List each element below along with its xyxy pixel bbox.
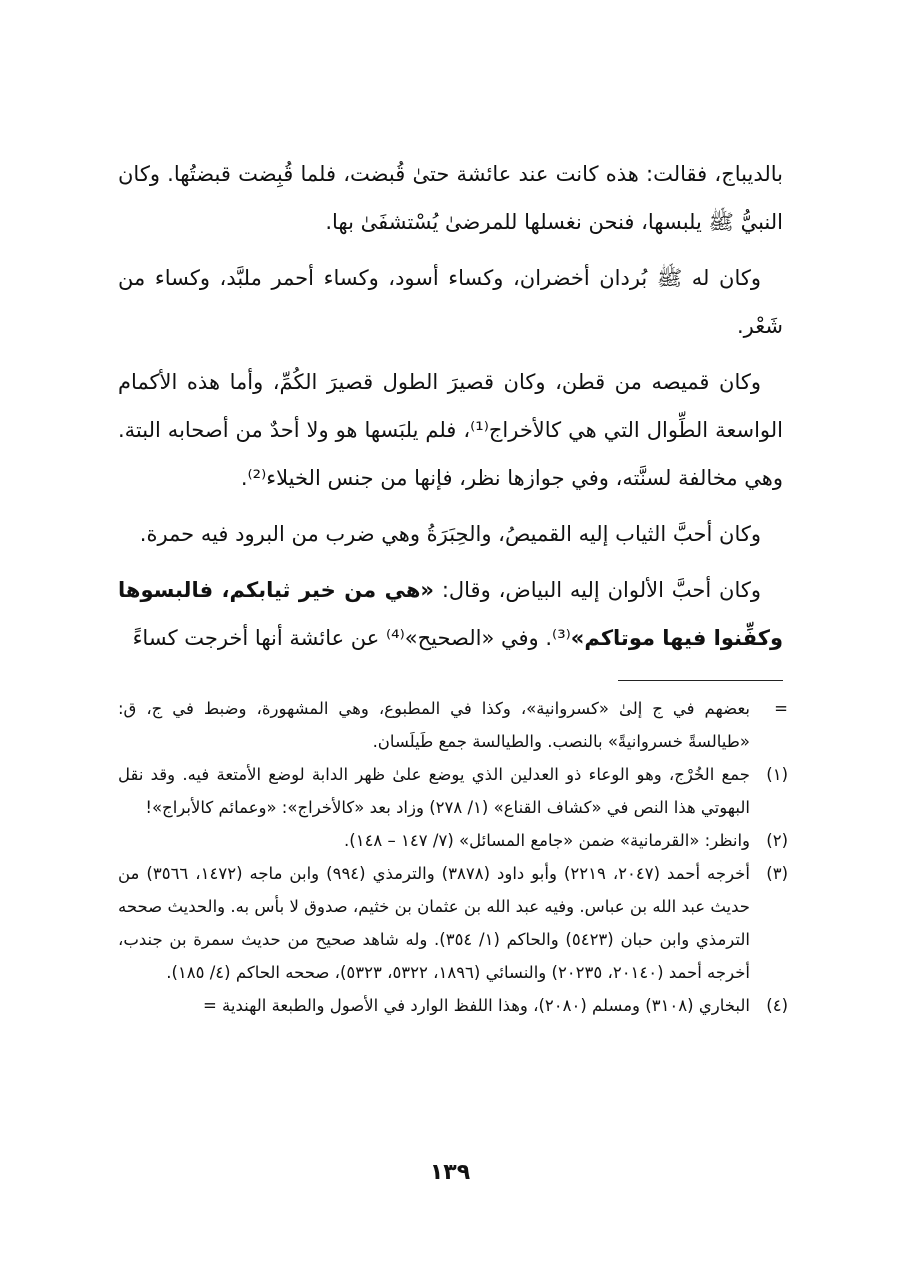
footnote-marker: (٢) <box>766 831 788 850</box>
paragraph-4: وكان أحبَّ الثياب إليه القميصُ، والحِبَرَةُ وهي ضرب من البرود فيه حمرة. <box>139 522 761 546</box>
footnote-continuation <box>118 692 788 758</box>
paragraph-3: وكان قميصه من قطن، وكان قصيرَ الطول قصيرَ الكُمِّ، وأما هذه الأكمام الواسعة الطِّوال التي هي كالأخراج⁽¹⁾، فلم يلبَسها هو ولا أحدٌ من أصحابه البتة. وهي مخالفة لسنَّته، وفي جوازها نظر، فإنها من جنس الخيلاء⁽²⁾. <box>118 370 783 490</box>
page-number: ١٣٩ <box>429 1160 471 1185</box>
footnote-marker: (٤) <box>766 996 788 1015</box>
paragraph-2: وكان له ﷺ بُردان أخضران، وكساء أسود، وكساء أحمر ملبَّد، وكساء من شَعْر. <box>118 266 783 338</box>
footnote-4 <box>118 989 788 1022</box>
footnotes <box>118 692 788 1022</box>
footnote-text: أخرجه أحمد (٢٠٤٧، ٢٢١٩) وأبو داود (٣٨٧٨) والترمذي (٩٩٤) وابن ماجه (١٤٧٢، ٣٥٦٦) من حديث عبد الله بن عباس. وفيه عبد الله بن عثمان بن خثيم، صدوق لا بأس به. والحديث صححه الترمذي وابن حبان (٥٤٢٣) والحاكم (١/ ٣٥٤). وله شاهد صحيح من حديث سمرة بن جندب، أخرجه أحمد (٢٠١٤٠، ٢٠٢٣٥) والنسائي (١٨٩٦، ٥٣٢٢، ٥٣٢٣)، صححه الحاكم (٤/ ١٨٥). <box>118 864 750 982</box>
footnote-3 <box>118 857 788 989</box>
paragraph-5-intro: وكان أحبَّ الألوان إليه البياض، وقال: <box>433 578 762 602</box>
paragraph-5 <box>118 566 783 662</box>
paragraph-1: بالديباج، فقالت: هذه كانت عند عائشة حتىٰ قُبضت، فلما قُبِضت قبضتُها. وكان النبيُّ ﷺ يلبسها، فنحن نغسلها للمرضىٰ يُسْتشفَىٰ بها. <box>118 162 783 234</box>
hadith-quote: «هي من خير ثيابكم، فالبسوها وكفِّنوا فيها موتاكم» <box>118 578 783 650</box>
footnote-marker: (٣) <box>766 864 788 883</box>
footnote-1 <box>118 758 788 824</box>
footnote-text: وانظر: «القرمانية» ضمن «جامع المسائل» (٧/ ١٤٧ – ١٤٨). <box>344 831 750 850</box>
footnote-text: بعضهم في ج إلىٰ «كسروانية»، وكذا في المطبوع، وهي المشهورة، وضبط في ج، ق: «طيالسةً خسروانيةً» بالنصب. والطيالسة جمع طَيلَسان. <box>118 699 750 751</box>
footnote-text: جمع الخُرْج، وهو الوعاء ذو العدلين الذي يوضع علىٰ ظهر الدابة لوضع الأمتعة فيه. وقد نقل البهوتي هذا النص في «كشاف القناع» (١/ ٢٧٨) وزاد بعد «كالأخراج»: «وعمائم كالأبراج»! <box>118 765 750 817</box>
footnote-separator <box>618 680 783 681</box>
footnote-marker: (١) <box>766 765 788 784</box>
main-text <box>118 150 783 670</box>
footnote-marker: = <box>774 699 788 718</box>
footnote-2 <box>118 824 788 857</box>
footnote-text: البخاري (٣١٠٨) ومسلم (٢٠٨٠)، وهذا اللفظ الوارد في الأصول والطبعة الهندية = <box>202 996 750 1015</box>
paragraph-5-rest: ⁽³⁾. وفي «الصحيح»⁽⁴⁾ عن عائشة أنها أخرجت كساءً <box>132 626 571 650</box>
